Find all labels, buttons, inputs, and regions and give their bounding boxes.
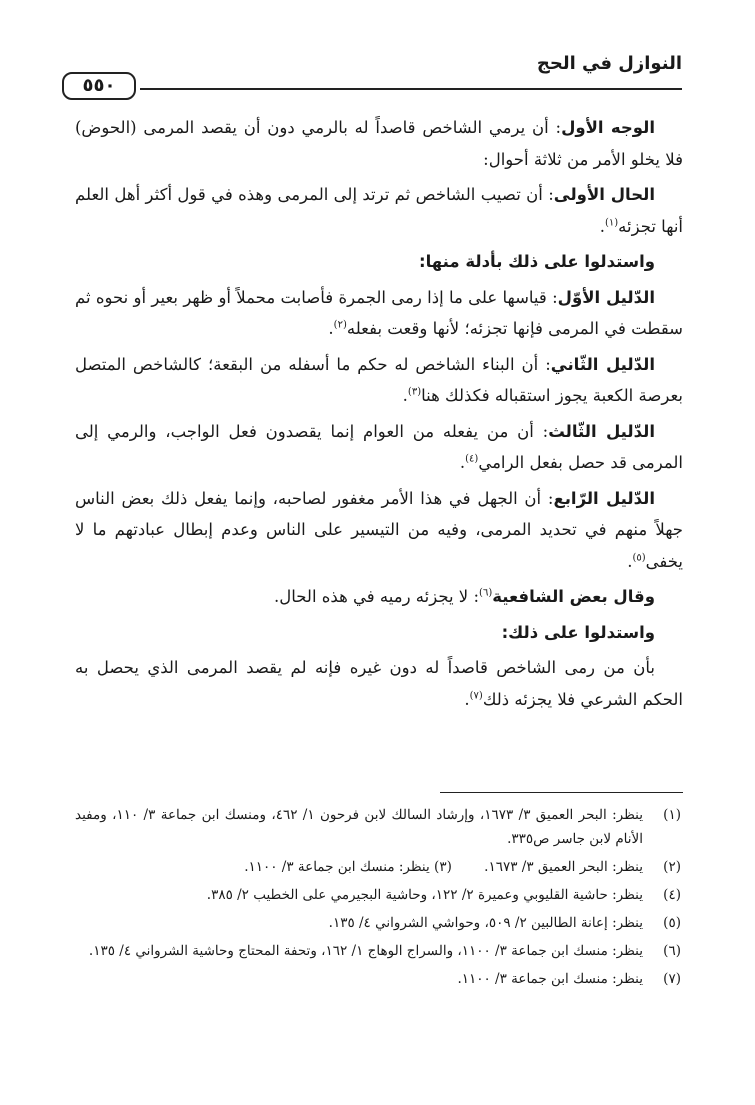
footnote-number: (١): [663, 807, 681, 823]
paragraph-evidence-3: [75, 416, 683, 479]
footnote-4: [75, 883, 683, 907]
paragraph-end: .: [599, 216, 605, 236]
footnote-6: [75, 939, 683, 963]
heading-label: الوجه الأول: [561, 118, 655, 137]
footnote-ref: (٦): [479, 587, 493, 599]
paragraph-text: : أن يرمي الشاخص قاصداً له بالرمي دون أن يقصد المرمى (الحوض) فلا يخلو الأمر من ثلاثة أحوال:: [75, 118, 683, 169]
heading-label: الدّليل الثّالث: [548, 421, 655, 441]
footnote-number: (٣): [434, 859, 452, 875]
footnote-number: (٢): [663, 859, 681, 875]
footnote-2-3: [75, 855, 683, 879]
footnote-ref: (٢): [333, 319, 347, 331]
paragraph-first-aspect: [75, 112, 683, 175]
footnote-1: [75, 803, 683, 851]
footnote-text: ينظر: البحر العميق ٣/ ١٦٧٣.: [484, 859, 643, 875]
paragraph-end: .: [627, 551, 633, 571]
page-number-ornament: [62, 70, 134, 100]
footnote-number: (٦): [663, 943, 681, 959]
paragraph-text: : أن تصيب الشاخص ثم ترتد إلى المرمى وهذه في قول أكثر أهل العلم أنها تجزئه: [75, 185, 683, 236]
paragraph-evidence-heading: [75, 246, 683, 278]
running-title: النوازل في الحج: [536, 53, 682, 74]
page-number: ٥٥٠: [82, 75, 116, 96]
footnote-text: ينظر: منسك ابن جماعة ٣/ ١١٠٠، والسراج الوهاج ١/ ١٦٢، وتحفة المحتاج وحاشية الشرواني ٤/ ١٣٥.: [88, 943, 643, 959]
footnote-number: (٥): [663, 915, 681, 931]
paragraph-text: : لا يجزئه رميه في هذه الحال.: [274, 587, 480, 606]
footnote-7: [75, 967, 683, 991]
footnote-text: ينظر: منسك ابن جماعة ٣/ ١١٠٠.: [457, 971, 643, 987]
paragraph-text: : قياسها على ما إذا رمى الجمرة فأصابت محملاً أو ظهر بعير أو نحوه ثم سقطت في المرمى فإنها تجزئه؛ لأنها وقعت بفعله: [75, 287, 683, 338]
paragraph-evidence-2: [75, 349, 683, 412]
paragraph-text: : أن الجهل في هذا الأمر مغفور لصاحبه، وإنما يفعل ذلك بعض الناس جهلاً منهم في تحديد المرمى، وفيه من التيسير على الناس وعدم إبطال عبادتهم ما لا يخفى: [75, 488, 683, 571]
footnote-separator: [440, 792, 683, 793]
footnotes: [75, 803, 683, 995]
paragraph-evidence-1: [75, 282, 683, 345]
header-rule: [140, 88, 682, 90]
footnote-ref: (٤): [465, 453, 479, 465]
footnote-text: ينظر: منسك ابن جماعة ٣/ ١١٠٠.: [244, 859, 430, 875]
footnote-text: ينظر: حاشية القليوبي وعميرة ٢/ ١٢٢، وحاشية البجيرمي على الخطيب ٢/ ٣٨٥.: [206, 887, 643, 903]
paragraph-text: : أن من يفعله من العوام إنما يقصدون فعل الواجب، والرمي إلى المرمى قد حصل بفعل الرامي: [75, 421, 683, 472]
footnote-text: ينظر: البحر العميق ٣/ ١٦٧٣، وإرشاد السالك لابن فرحون ١/ ٤٦٢، ومنسك ابن جماعة ٣/ ١١٠، ومفيد الأنام لابن جاسر ص٣٣٥.: [75, 807, 643, 847]
footnote-ref: (٥): [632, 552, 646, 563]
heading-label: الدّليل الأوّل: [557, 287, 655, 307]
paragraph-text: بأن من رمى الشاخص قاصداً له دون غيره فإنه لم يقصد المرمى الذي يحصل به الحكم الشرعي فلا يجزئه ذلك: [75, 658, 683, 709]
heading-label: واستدلوا على ذلك:: [501, 622, 655, 642]
footnote-number: (٧): [663, 971, 681, 987]
footnote-ref: (٣): [407, 386, 422, 398]
footnote-ref: (٧): [469, 690, 483, 701]
page-header: [62, 50, 682, 94]
paragraph-shafii-view: [75, 581, 683, 613]
heading-label: الدّليل الرّابع: [553, 488, 655, 508]
paragraph-their-evidence: [75, 617, 683, 649]
main-text: [75, 112, 683, 719]
paragraph-evidence-4: [75, 483, 683, 578]
footnote-text: ينظر: إعانة الطالبين ٢/ ٥٠٩، وحواشي الشرواني ٤/ ١٣٥.: [328, 915, 643, 931]
paragraph-end: .: [402, 386, 408, 405]
paragraph-end: .: [328, 319, 334, 338]
footnote-5: [75, 911, 683, 935]
footnote-number: (٤): [663, 887, 681, 903]
paragraph-end: .: [459, 453, 466, 472]
heading-label: الحال الأولى: [553, 185, 655, 204]
paragraph-conclusion: [75, 652, 683, 715]
paragraph-end: .: [464, 689, 470, 709]
paragraph-text: : أن البناء الشاخص له حكم ما أسفله من البقعة؛ كالشاخص المتصل بعرصة الكعبة يجوز استقباله فكذلك هنا: [75, 354, 683, 405]
heading-label: واستدلوا على ذلك بأدلة منها:: [418, 252, 655, 271]
footnote-ref: (١): [604, 217, 619, 228]
heading-label: وقال بعض الشافعية: [492, 587, 655, 606]
paragraph-first-case: [75, 179, 683, 242]
heading-label: الدّليل الثّاني: [550, 354, 655, 374]
